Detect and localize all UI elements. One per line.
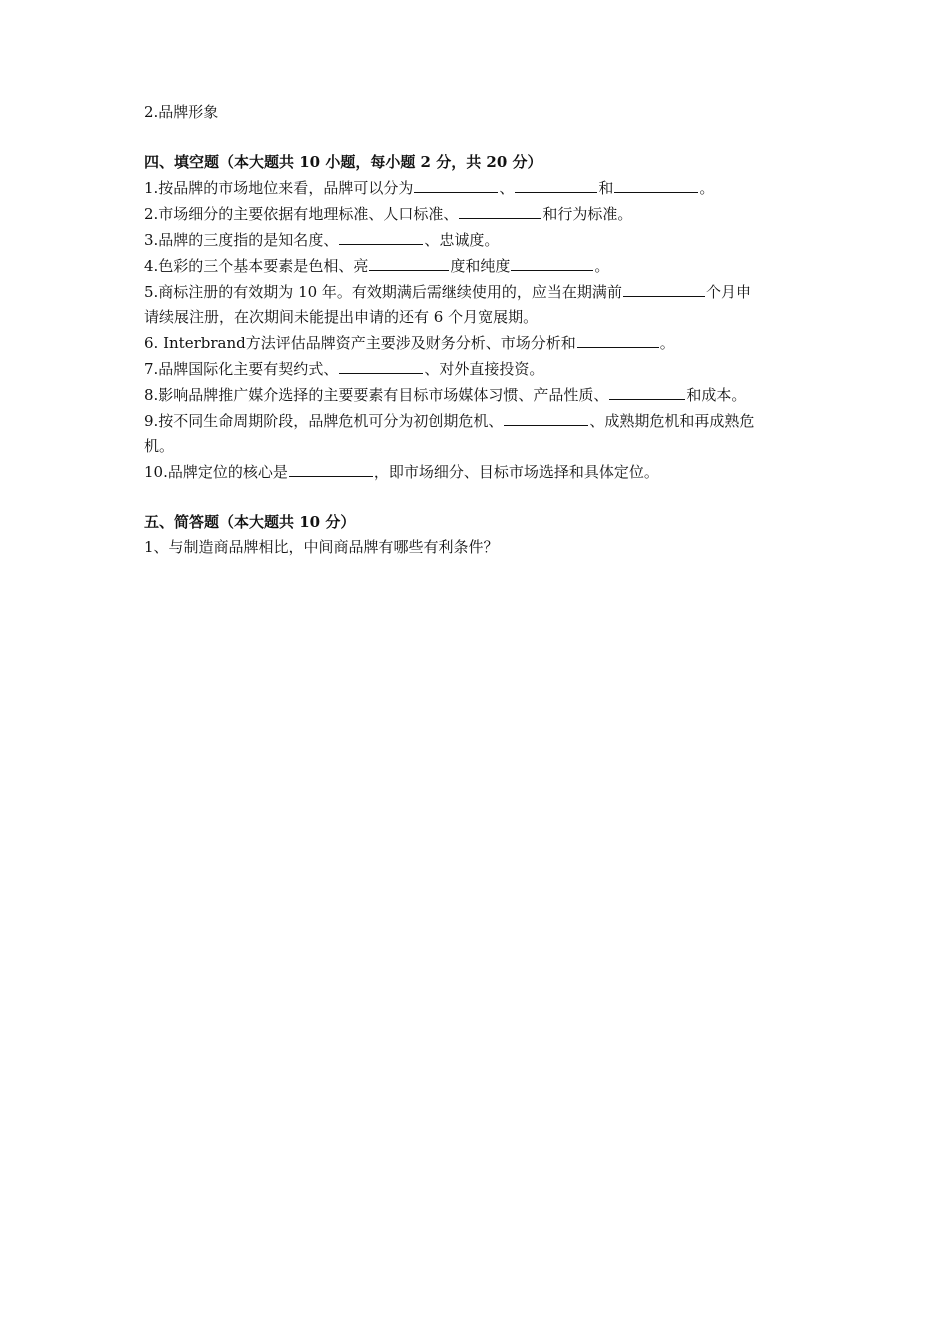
- q10-text-a: 10.品牌定位的核心是: [144, 463, 288, 481]
- q5-text-a: 5.商标注册的有效期为 10 年。有效期满后需继续使用的，应当在期满前: [144, 283, 622, 301]
- answer-blank[interactable]: [459, 201, 541, 219]
- q5-text-b: 个月申: [705, 283, 751, 301]
- q9-text-a: 9.按不同生命周期阶段，品牌危机可分为初创期危机、: [144, 412, 504, 430]
- document-body: [144, 100, 812, 560]
- fill-question-5-continued: 请续展注册，在次期间未能提出申请的还有 6 个月宽展期。: [144, 308, 539, 326]
- answer-blank[interactable]: [609, 382, 685, 400]
- q8-text-b: 和成本。: [686, 386, 747, 404]
- fill-question-4: [144, 253, 812, 279]
- answer-blank[interactable]: [614, 175, 698, 193]
- q1-text-c: 和: [598, 179, 614, 197]
- answer-blank[interactable]: [623, 279, 705, 297]
- q7-text-a: 7.品牌国际化主要有契约式、: [144, 360, 339, 378]
- q1-text-b: 、: [499, 179, 515, 197]
- answer-blank[interactable]: [504, 408, 588, 426]
- q2-text-b: 和行为标准。: [542, 205, 633, 223]
- answer-blank[interactable]: [515, 175, 597, 193]
- fill-question-9: [144, 408, 812, 434]
- section4-heading: 四、填空题（本大题共 10 小题，每小题 2 分，共 20 分）: [144, 153, 543, 171]
- fill-question-8: [144, 382, 812, 408]
- section5-heading: 五、简答题（本大题共 10 分）: [144, 513, 356, 531]
- fill-question-9-continued: 机。: [144, 437, 175, 455]
- fill-question-2: [144, 201, 812, 227]
- q1-text-a: 1.按品牌的市场地位来看，品牌可以分为: [144, 179, 414, 197]
- fill-question-7: [144, 356, 812, 382]
- answer-blank[interactable]: [339, 227, 423, 245]
- q10-text-b: ，即市场细分、目标市场选择和具体定位。: [373, 463, 659, 481]
- short-answer-question-1: 1、与制造商品牌相比，中间商品牌有哪些有利条件？: [144, 538, 499, 556]
- answer-blank[interactable]: [369, 253, 449, 271]
- fill-question-6: [144, 330, 812, 356]
- q6-text-b: 。: [659, 334, 675, 352]
- answer-blank[interactable]: [414, 175, 498, 193]
- q1-text-d: 。: [699, 179, 715, 197]
- q3-text-a: 3.品牌的三度指的是知名度、: [144, 231, 339, 249]
- q9-text-b: 、成熟期危机和再成熟危: [589, 412, 755, 430]
- q4-text-b: 度和纯度: [450, 257, 511, 275]
- fill-question-3: [144, 227, 812, 253]
- q6-text-a: 6. Interbrand方法评估品牌资产主要涉及财务分析、市场分析和: [144, 334, 576, 352]
- section3-item-2: 2.品牌形象: [144, 103, 219, 121]
- answer-blank[interactable]: [339, 356, 423, 374]
- fill-question-5: [144, 279, 812, 305]
- q8-text-a: 8.影响品牌推广媒介选择的主要要素有目标市场媒体习惯、产品性质、: [144, 386, 609, 404]
- answer-blank[interactable]: [289, 459, 373, 477]
- q7-text-b: 、对外直接投资。: [424, 360, 545, 378]
- q4-text-c: 。: [594, 257, 610, 275]
- fill-question-10: [144, 459, 812, 485]
- q3-text-b: 、忠诚度。: [424, 231, 500, 249]
- answer-blank[interactable]: [577, 330, 659, 348]
- fill-question-1: [144, 175, 812, 201]
- q2-text-a: 2.市场细分的主要依据有地理标准、人口标准、: [144, 205, 459, 223]
- q4-text-a: 4.色彩的三个基本要素是色相、亮: [144, 257, 369, 275]
- answer-blank[interactable]: [511, 253, 593, 271]
